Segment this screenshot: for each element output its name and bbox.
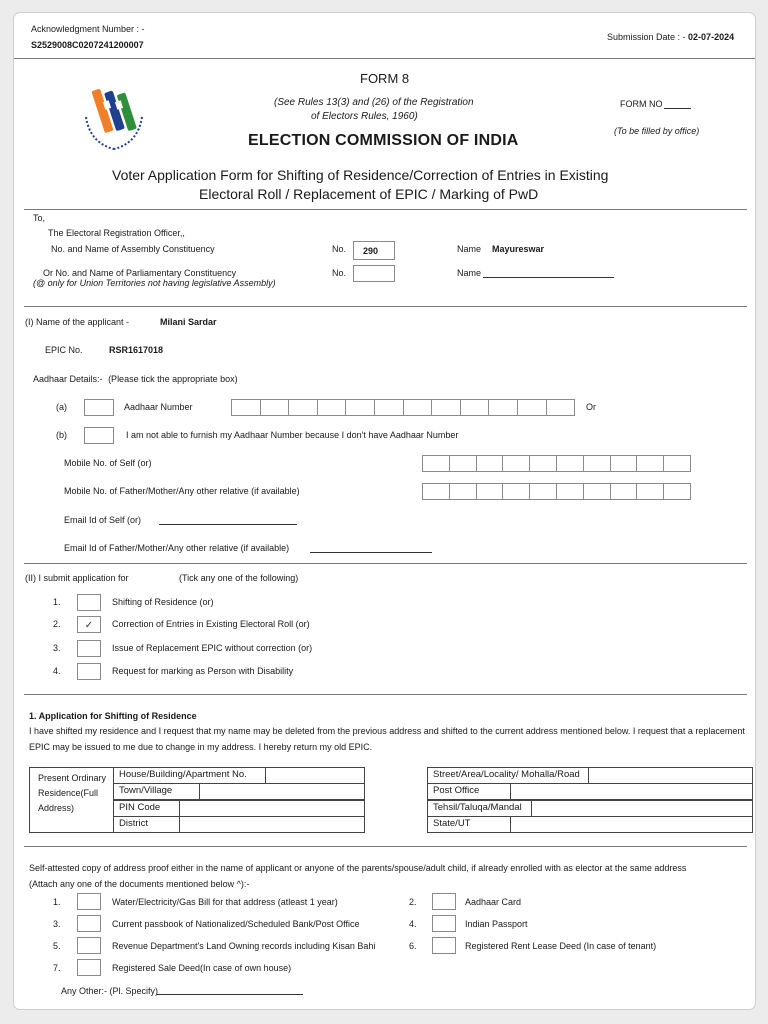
assembly-no-field[interactable]: 290	[353, 241, 395, 260]
aadhaar-digit-cell[interactable]	[460, 399, 490, 416]
doc-number: 6.	[409, 941, 417, 951]
or-label: Or	[586, 402, 596, 412]
aadhaar-digit-cell[interactable]	[374, 399, 404, 416]
aadhaar-digit-cell[interactable]	[345, 399, 375, 416]
mobile-relative-label: Mobile No. of Father/Mother/Any other relative (if available)	[64, 486, 300, 496]
mobile-digit-cell[interactable]	[663, 483, 691, 500]
aadhaar-label: Aadhaar Details:-	[33, 374, 103, 384]
parliament-label: Or No. and Name of Parliamentary Constituency	[43, 268, 237, 278]
aadhaar-digit-cell[interactable]	[260, 399, 290, 416]
no-aadhaar-text: I am not able to furnish my Aadhaar Number because I don't have Aadhaar Number	[126, 430, 459, 440]
aadhaar-digit-cell[interactable]	[403, 399, 433, 416]
doc-aadhaar-card: Aadhaar Card	[465, 897, 522, 907]
mobile-digit-cell[interactable]	[422, 455, 450, 472]
option-shifting: Shifting of Residence (or)	[112, 597, 214, 607]
town-label: Town/Village	[113, 783, 200, 800]
pin-code-label: PIN Code	[113, 800, 180, 817]
divider	[24, 846, 747, 847]
divider	[24, 306, 747, 307]
mobile-digit-cell[interactable]	[502, 455, 530, 472]
no-aadhaar-checkbox[interactable]	[84, 427, 114, 444]
form-title: FORM 8	[360, 71, 410, 86]
to-label: To,	[33, 213, 46, 223]
option-number: 4.	[53, 666, 61, 676]
doc-number: 7.	[53, 963, 61, 973]
email-relative-label: Email Id of Father/Mother/Any other relative (if available)	[64, 543, 290, 553]
replacement-checkbox[interactable]	[77, 640, 101, 657]
email-self-label: Email Id of Self (or)	[64, 515, 142, 525]
doc-passport: Indian Passport	[465, 919, 528, 929]
option-b-label: (b)	[56, 430, 67, 440]
application-for-hint: (Tick any one of the following)	[179, 573, 299, 583]
doc-rent-deed: Registered Rent Lease Deed (In case of tenant)	[465, 941, 657, 951]
aadhaar-checkbox[interactable]	[84, 399, 114, 416]
assembly-name: Mayureswar	[492, 244, 545, 254]
doc-checkbox[interactable]	[77, 915, 101, 932]
email-relative-field[interactable]	[310, 552, 432, 553]
option-a-label: (a)	[56, 402, 67, 412]
email-self-field[interactable]	[159, 524, 297, 525]
submission-date-row	[607, 32, 734, 42]
ack-label: Acknowledgment Number : -	[31, 24, 145, 34]
present-line: Residence(Full	[38, 788, 99, 798]
option-number: 3.	[53, 643, 61, 653]
mobile-digit-cell[interactable]	[583, 483, 611, 500]
documents-line-1: Self-attested copy of address proof either in the name of applicant or anyone of the parents/spouse/adult child, if already enrolled with as elector at the same address	[29, 863, 687, 873]
doc-number: 4.	[409, 919, 417, 929]
state-field[interactable]	[510, 816, 753, 833]
divider	[14, 58, 755, 59]
tehsil-label: Tehsil/Taluqa/Mandal	[427, 800, 532, 817]
mobile-digit-cell[interactable]	[636, 455, 664, 472]
shifting-paragraph-2: EPIC may be issued to me due to change in my address. I hereby return my old EPIC.	[29, 742, 373, 752]
street-label: Street/Area/Locality/ Mohalla/Road	[427, 767, 589, 784]
district-label: District	[113, 816, 180, 833]
mobile-digit-cell[interactable]	[663, 455, 691, 472]
mobile-self-label: Mobile No. of Self (or)	[64, 458, 152, 468]
correction-checkbox[interactable]: ✓	[77, 616, 101, 633]
mobile-digit-cell[interactable]	[422, 483, 450, 500]
mobile-digit-cell[interactable]	[556, 483, 584, 500]
applicant-name-label: (I) Name of the applicant -	[25, 317, 130, 327]
assembly-name-label: Name	[457, 244, 482, 254]
state-label: State/UT	[427, 816, 511, 833]
applicant-name: Milani Sardar	[160, 317, 217, 327]
any-other-field[interactable]	[157, 994, 303, 995]
form-no-field	[664, 108, 691, 109]
street-field[interactable]	[588, 767, 753, 784]
option-correction: Correction of Entries in Existing Electoral Roll (or)	[112, 619, 310, 629]
doc-number: 1.	[53, 897, 61, 907]
filled-by-office: (To be filled by office)	[614, 126, 700, 136]
doc-number: 3.	[53, 919, 61, 929]
mobile-digit-cell[interactable]	[556, 455, 584, 472]
parliament-name-field[interactable]	[483, 277, 614, 278]
mobile-digit-cell[interactable]	[636, 483, 664, 500]
mobile-digit-cell[interactable]	[449, 455, 477, 472]
present-line: Address)	[38, 803, 75, 813]
pin-code-field[interactable]	[179, 800, 365, 817]
application-for-label: (II) I submit application for	[25, 573, 129, 583]
rules-line-1: (See Rules 13(3) and (26) of the Registration	[274, 97, 474, 108]
divider	[24, 694, 747, 695]
house-no-label: House/Building/Apartment No.	[113, 767, 266, 784]
aadhaar-hint: (Please tick the appropriate box)	[108, 374, 238, 384]
epic-label: EPIC No.	[45, 345, 83, 355]
doc-checkbox[interactable]	[432, 915, 456, 932]
parliament-no-label: No.	[332, 268, 347, 278]
doc-passbook: Current passbook of Nationalized/Scheduled Bank/Post Office	[112, 919, 360, 929]
parliament-name-label: Name	[457, 268, 482, 278]
aadhaar-digit-cell[interactable]	[317, 399, 347, 416]
option-number: 1.	[53, 597, 61, 607]
divider	[24, 209, 747, 210]
present-residence-label	[38, 771, 106, 816]
rules-line-2: of Electors Rules, 1960)	[311, 111, 418, 122]
post-office-field[interactable]	[510, 783, 753, 800]
mobile-digit-cell[interactable]	[449, 483, 477, 500]
aadhaar-number-input[interactable]	[231, 399, 574, 416]
shifting-paragraph-1: I have shifted my residence and I request that my name may be deleted from the previous address and shifted to the current address mentioned below. I request that a replacement	[29, 726, 745, 736]
submission-date: 02-07-2024	[688, 32, 735, 42]
documents-line-2: (Attach any one of the documents mentioned below ^):-	[29, 879, 250, 889]
officer-label: The Electoral Registration Officer,,	[48, 228, 185, 238]
mobile-digit-cell[interactable]	[476, 455, 504, 472]
mobile-digit-cell[interactable]	[529, 483, 557, 500]
doc-checkbox[interactable]	[77, 893, 101, 910]
pwd-checkbox[interactable]	[77, 663, 101, 680]
aadhaar-digit-cell[interactable]	[546, 399, 576, 416]
epic-number: RSR1617018	[109, 345, 164, 355]
doc-land-records: Revenue Department's Land Owning records including Kisan Bahi	[112, 941, 376, 951]
assembly-no-label: No.	[332, 244, 347, 254]
mobile-digit-cell[interactable]	[583, 455, 611, 472]
submission-label: Submission Date : -	[607, 32, 686, 42]
aadhaar-digit-cell[interactable]	[231, 399, 261, 416]
district-field[interactable]	[179, 816, 365, 833]
mobile-self-input[interactable]	[422, 455, 690, 472]
parliament-note: (@ only for Union Territories not having legislative Assembly)	[33, 278, 276, 288]
aadhaar-digit-cell[interactable]	[288, 399, 318, 416]
option-replacement: Issue of Replacement EPIC without correction (or)	[112, 643, 313, 653]
doc-checkbox[interactable]	[432, 937, 456, 954]
mobile-digit-cell[interactable]	[610, 455, 638, 472]
divider	[24, 563, 747, 564]
aadhaar-details-label	[33, 374, 238, 384]
mobile-digit-cell[interactable]	[529, 455, 557, 472]
aadhaar-digit-cell[interactable]	[517, 399, 547, 416]
aadhaar-digit-cell[interactable]	[488, 399, 518, 416]
mobile-digit-cell[interactable]	[476, 483, 504, 500]
doc-checkbox[interactable]	[77, 937, 101, 954]
town-field[interactable]	[199, 783, 365, 800]
shifting-checkbox[interactable]	[77, 594, 101, 611]
aadhaar-number-label: Aadhaar Number	[124, 402, 193, 412]
parliament-no-field[interactable]	[353, 265, 395, 282]
doc-utility-bill: Water/Electricity/Gas Bill for that address (atleast 1 year)	[112, 897, 338, 907]
subtitle-line-1: Voter Application Form for Shifting of Residence/Correction of Entries in Existing	[112, 167, 609, 183]
assembly-label: No. and Name of Assembly Constituency	[51, 244, 215, 254]
commission-name: ELECTION COMMISSION OF INDIA	[248, 132, 519, 149]
post-office-label: Post Office	[427, 783, 511, 800]
doc-sale-deed: Registered Sale Deed(In case of own house)	[112, 963, 292, 973]
mobile-digit-cell[interactable]	[502, 483, 530, 500]
mobile-digit-cell[interactable]	[610, 483, 638, 500]
option-pwd: Request for marking as Person with Disability	[112, 666, 294, 676]
form-no-label: FORM NO	[620, 99, 663, 109]
any-other-label: Any Other:- (Pl. Specify)	[61, 986, 159, 996]
doc-number: 5.	[53, 941, 61, 951]
mobile-relative-input[interactable]	[422, 483, 690, 500]
doc-number: 2.	[409, 897, 417, 907]
aadhaar-digit-cell[interactable]	[431, 399, 461, 416]
subtitle-line-2: Electoral Roll / Replacement of EPIC / Marking of PwD	[199, 186, 539, 202]
ack-number: S2529008C0207241200007	[31, 40, 144, 50]
eci-logo-icon	[76, 77, 152, 155]
eci-logo	[76, 77, 152, 155]
present-line: Present Ordinary	[38, 773, 107, 783]
tehsil-field[interactable]	[531, 800, 753, 817]
doc-checkbox[interactable]	[432, 893, 456, 910]
option-number: 2.	[53, 619, 61, 629]
shifting-section-title: 1. Application for Shifting of Residence	[29, 711, 197, 721]
doc-checkbox[interactable]	[77, 959, 101, 976]
form-sheet	[13, 12, 756, 1010]
house-no-field[interactable]	[265, 767, 365, 784]
